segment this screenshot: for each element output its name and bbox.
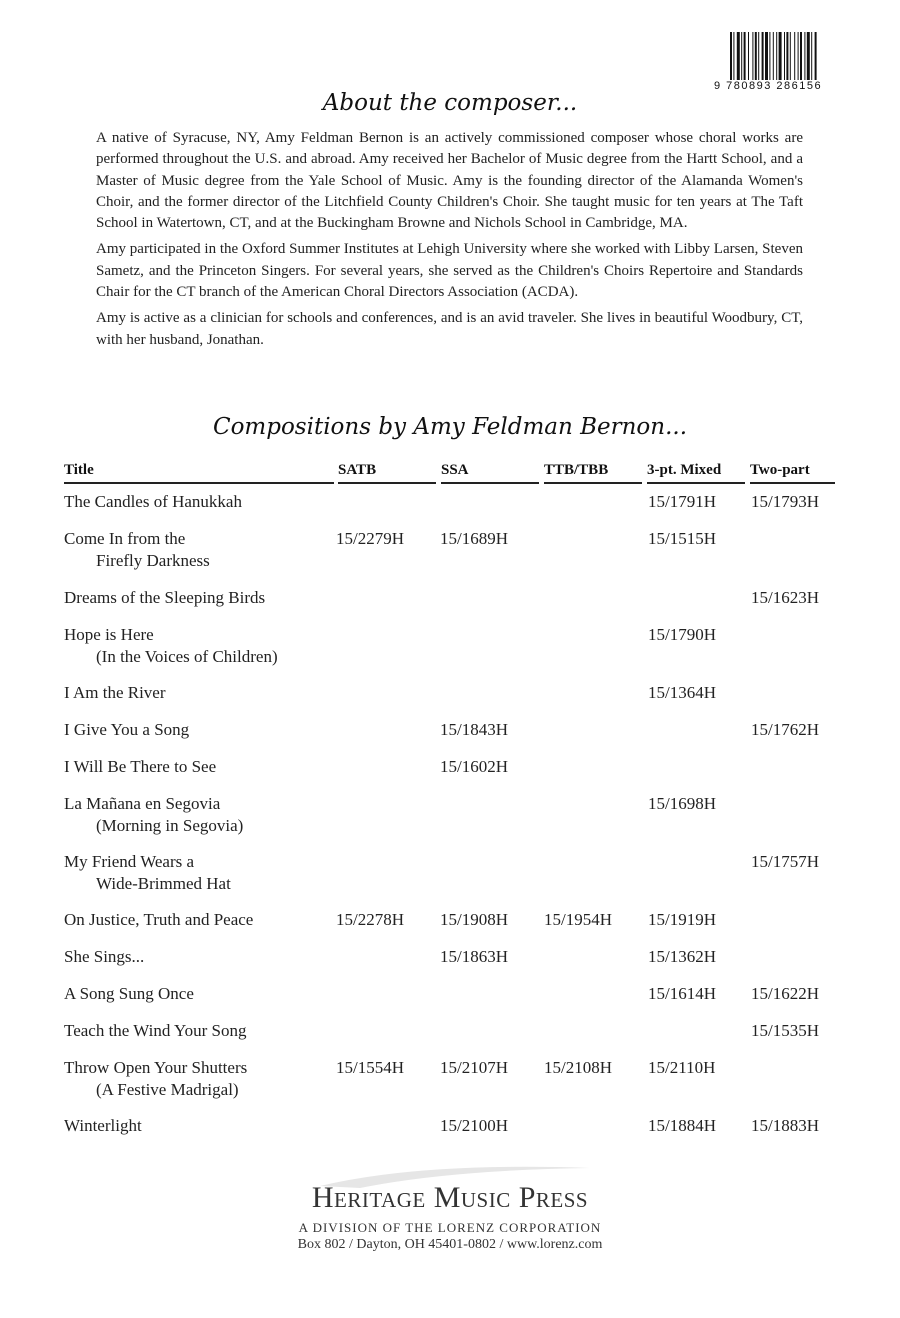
- cell-two-part: 15/1883H: [751, 1116, 819, 1135]
- bio-paragraph: A native of Syracuse, NY, Amy Feldman Bernon is an actively commissioned composer whose choral works are performed throughout the U.S. and abroad. Amy received her Bachelor of Music degree from the Hartt School, and a Master of Music degree from the Yale School of Music. Amy is the founding director of the Alamanda Women's Choir, and the former director of the Litchfield County Children's Choir. She taught music for ten years at The Taft School in Watertown, CT, and at the Buckingham Browne and Nichols School in Cambridge, MA.: [96, 130, 803, 232]
- cell-satb: 15/2278H: [336, 910, 404, 929]
- compositions-heading: Compositions by Amy Feldman Bernon...: [212, 414, 688, 440]
- cell-3pt-mixed: 15/1884H: [648, 1116, 716, 1135]
- composition-title: [64, 1020, 246, 1042]
- composition-title: [64, 624, 278, 668]
- publisher-name: Heritage Music Press: [311, 1181, 589, 1214]
- column-header-ssa: SSA: [441, 462, 539, 484]
- cell-3pt-mixed: 15/1515H: [648, 529, 716, 548]
- isbn-number: 9 780893 286156: [714, 80, 823, 92]
- title-line: Throw Open Your Shutters: [64, 1058, 248, 1077]
- cell-two-part: 15/1762H: [751, 720, 819, 739]
- title-line: La Mañana en Segovia: [64, 794, 221, 813]
- title-line: On Justice, Truth and Peace: [64, 910, 254, 929]
- column-header-ttb-tbb: TTB/TBB: [544, 462, 642, 484]
- bio-paragraph: Amy is active as a clinician for schools and conferences, and is an avid traveler. She lives in beautiful Woodbury, CT, with her husband, Jonathan.: [96, 310, 803, 348]
- title-line: Wide-Brimmed Hat: [96, 874, 231, 893]
- cell-two-part: 15/1535H: [751, 1021, 819, 1040]
- column-header-two-part: Two-part: [750, 462, 835, 484]
- composition-title: [64, 719, 189, 741]
- publisher-block: [0, 1180, 900, 1254]
- title-line: My Friend Wears a: [64, 852, 195, 871]
- cell-ssa: 15/2100H: [440, 1116, 508, 1135]
- title-line: I Will Be There to See: [64, 757, 217, 776]
- cell-two-part: 15/1757H: [751, 852, 819, 871]
- title-line: A Song Sung Once: [64, 984, 194, 1003]
- composition-title: [64, 909, 253, 931]
- cell-satb: 15/2279H: [336, 529, 404, 548]
- composition-title: [64, 793, 243, 837]
- cell-ssa: 15/1843H: [440, 720, 508, 739]
- composition-title: [64, 587, 265, 609]
- title-line: The Candles of Hanukkah: [64, 492, 242, 511]
- cell-ssa: 15/1863H: [440, 947, 508, 966]
- composition-title: [64, 528, 210, 572]
- cell-3pt-mixed: 15/2110H: [648, 1058, 716, 1077]
- barcode-graphic: [730, 32, 855, 80]
- title-line: Dreams of the Sleeping Birds: [64, 588, 266, 607]
- publisher-division: A DIVISION OF THE LORENZ CORPORATION: [298, 1220, 602, 1235]
- cell-3pt-mixed: 15/1364H: [648, 683, 716, 702]
- column-header-3pt-mixed: 3-pt. Mixed: [647, 462, 745, 484]
- composition-title: [64, 682, 166, 704]
- cell-two-part: 15/1793H: [751, 492, 819, 511]
- cell-two-part: 15/1622H: [751, 984, 819, 1003]
- composer-bio: [96, 128, 803, 356]
- title-line: I Give You a Song: [64, 720, 190, 739]
- column-header-satb: SATB: [338, 462, 436, 484]
- title-line: Winterlight: [64, 1116, 142, 1135]
- title-line: Come In from the: [64, 529, 186, 548]
- cell-3pt-mixed: 15/1362H: [648, 947, 716, 966]
- title-line: (A Festive Madrigal): [96, 1080, 239, 1099]
- composition-title: [64, 1057, 247, 1101]
- title-line: Teach the Wind Your Song: [64, 1021, 247, 1040]
- cell-ssa: 15/1602H: [440, 757, 508, 776]
- cell-3pt-mixed: 15/1614H: [648, 984, 716, 1003]
- cell-ssa: 15/1908H: [440, 910, 508, 929]
- title-line: She Sings...: [64, 947, 145, 966]
- cell-ttb-tbb: 15/1954H: [544, 910, 612, 929]
- title-line: (Morning in Segovia): [96, 816, 244, 835]
- composition-title: [64, 491, 242, 513]
- about-heading: About the composer...: [322, 90, 578, 116]
- title-line: I Am the River: [64, 683, 166, 702]
- cell-ssa: 15/2107H: [440, 1058, 508, 1077]
- cell-ttb-tbb: 15/2108H: [544, 1058, 612, 1077]
- cell-3pt-mixed: 15/1791H: [648, 492, 716, 511]
- title-line: Hope is Here: [64, 625, 154, 644]
- cell-3pt-mixed: 15/1698H: [648, 794, 716, 813]
- composition-title: [64, 983, 194, 1005]
- cell-3pt-mixed: 15/1919H: [648, 910, 716, 929]
- title-line: (In the Voices of Children): [96, 647, 278, 666]
- cell-3pt-mixed: 15/1790H: [648, 625, 716, 644]
- title-line: Firefly Darkness: [96, 551, 210, 570]
- cell-two-part: 15/1623H: [751, 588, 819, 607]
- cell-satb: 15/1554H: [336, 1058, 404, 1077]
- column-header-title: Title: [64, 462, 334, 484]
- composition-title: [64, 756, 216, 778]
- publisher-address: Box 802 / Dayton, OH 45401-0802 / www.lorenz.com: [297, 1237, 603, 1252]
- composition-title: [64, 946, 144, 968]
- composition-title: [64, 1115, 142, 1137]
- bio-paragraph: Amy participated in the Oxford Summer Institutes at Lehigh University where she worked with Libby Larsen, Steven Sametz, and the Princeton Singers. For several years, she served as the Children's Choirs Repertoire and Standards Chair for the CT branch of the American Choral Directors Association (ACDA).: [96, 241, 803, 301]
- composition-title: [64, 851, 231, 895]
- cell-ssa: 15/1689H: [440, 529, 508, 548]
